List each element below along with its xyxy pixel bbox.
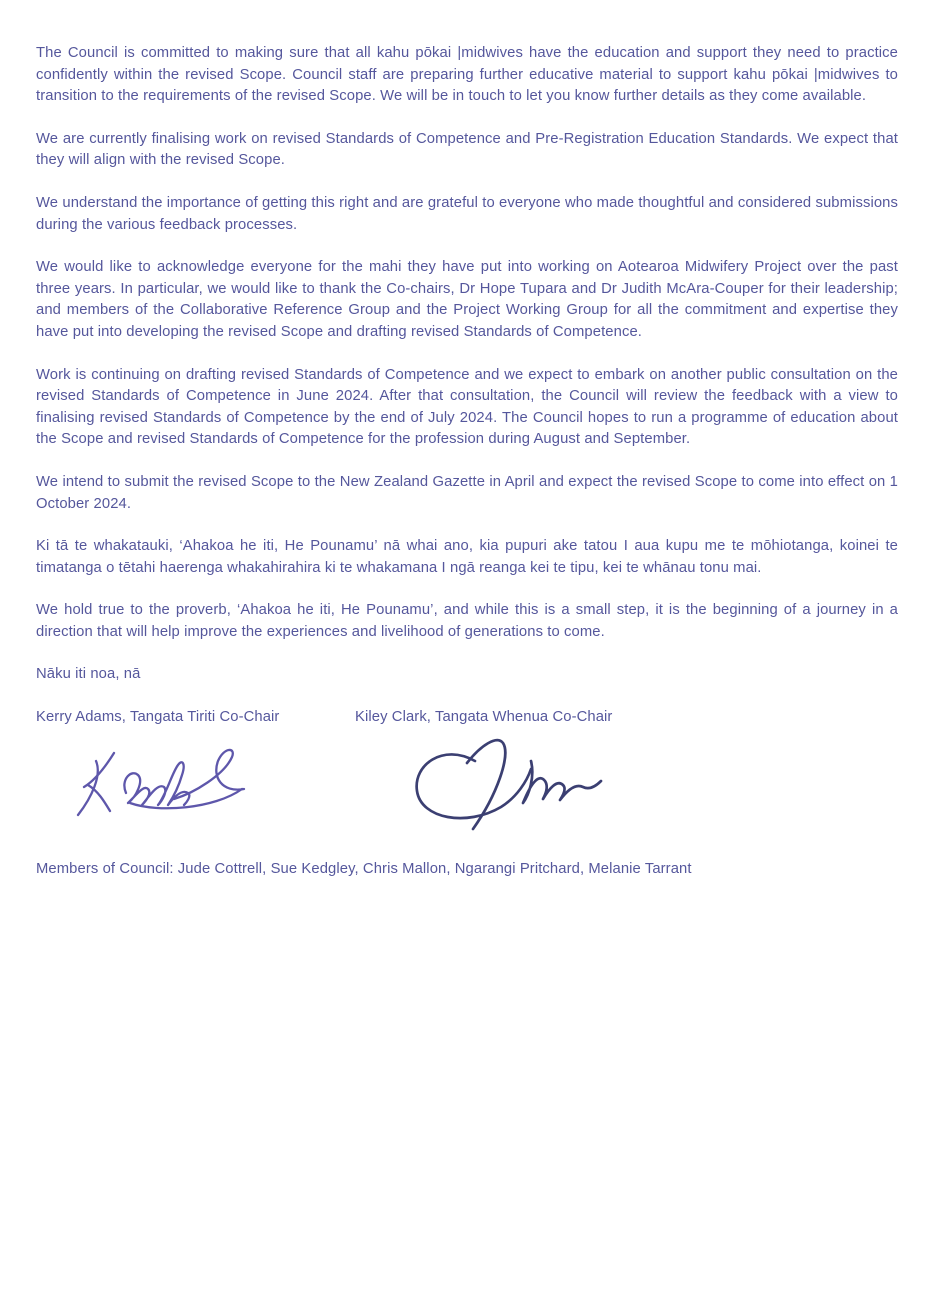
closing-line: Nāku iti noa, nā xyxy=(36,666,141,683)
paragraph-whakatauki-maori: Ki tā te whakatauki, ‘Ahakoa he iti, He Pounamu’ nā whai ano, kia pupuri ake tatou I aua kupu me te mōhiotanga, koinei te timatanga o tētahi haerenga whakahirahira ki te whakamana I ngā reanga kei te tipu, kei te whānau tonu mai. xyxy=(36,538,898,576)
paragraph-acknowledgements: We would like to acknowledge everyone for the mahi they have put into working on Aotearoa Midwifery Project over the past three years. In particular, we would like to thank the Co-chairs, Dr Hope Tupara and Dr Judith McAra-Couper for their leadership; and members of the Collaborative Reference Group and the Project Working Group for all the commitment and expertise they have put into developing the revised Scope and drafting revised Standards of Competence. xyxy=(36,259,898,340)
paragraph-education-support: The Council is committed to making sure that all kahu pōkai |midwives have the education and support they need to practice confidently within the revised Scope. Council staff are preparing further educative material to support kahu pōkai |midwives to transition to the requirements of the revised Scope. We will be in touch to let you know further details as they come available. xyxy=(36,45,898,105)
signatory-left-name: Kerry Adams, Tangata Tiriti Co-Chair xyxy=(36,709,280,726)
paragraph-grateful-submissions: We understand the importance of getting this right and are grateful to everyone who made thoughtful and considered submissions during the various feedback processes. xyxy=(36,194,898,233)
signature-kerry-adams-image xyxy=(74,735,269,823)
signatory-right xyxy=(355,707,898,833)
signature-kiley-clark-image xyxy=(405,731,610,833)
signatory-left xyxy=(36,707,355,823)
paragraph-consultation-timeline: Work is continuing on drafting revised Standards of Competence and we expect to embark on another public consultation on the revised Standards of Competence in June 2024. After that consultation, the Council will review the feedback with a view to finalising revised Standards of Competence by the end of July 2024. The Council hopes to run a programme of education about the Scope and revised Standards of Competence for the profession during August and September. xyxy=(36,366,898,448)
paragraph-finalising-standards: We are currently finalising work on revised Standards of Competence and Pre-Registration Education Standards. We expect that they will align with the revised Scope. xyxy=(36,130,898,169)
paragraph-proverb-english: We hold true to the proverb, ‘Ahakoa he iti, He Pounamu’, and while this is a small step, it is the beginning of a journey in a direction that will help improve the experiences and livelihood of generations to come. xyxy=(36,602,898,640)
members-line: Members of Council: Jude Cottrell, Sue Kedgley, Chris Mallon, Ngarangi Pritchard, Melanie Tarrant xyxy=(36,860,692,877)
signatory-right-name: Kiley Clark, Tangata Whenua Co-Chair xyxy=(355,709,613,726)
paragraph-gazette-date: We intend to submit the revised Scope to the New Zealand Gazette in April and expect the revised Scope to come into effect on 1 October 2024. xyxy=(36,473,898,512)
signature-block xyxy=(36,707,898,833)
